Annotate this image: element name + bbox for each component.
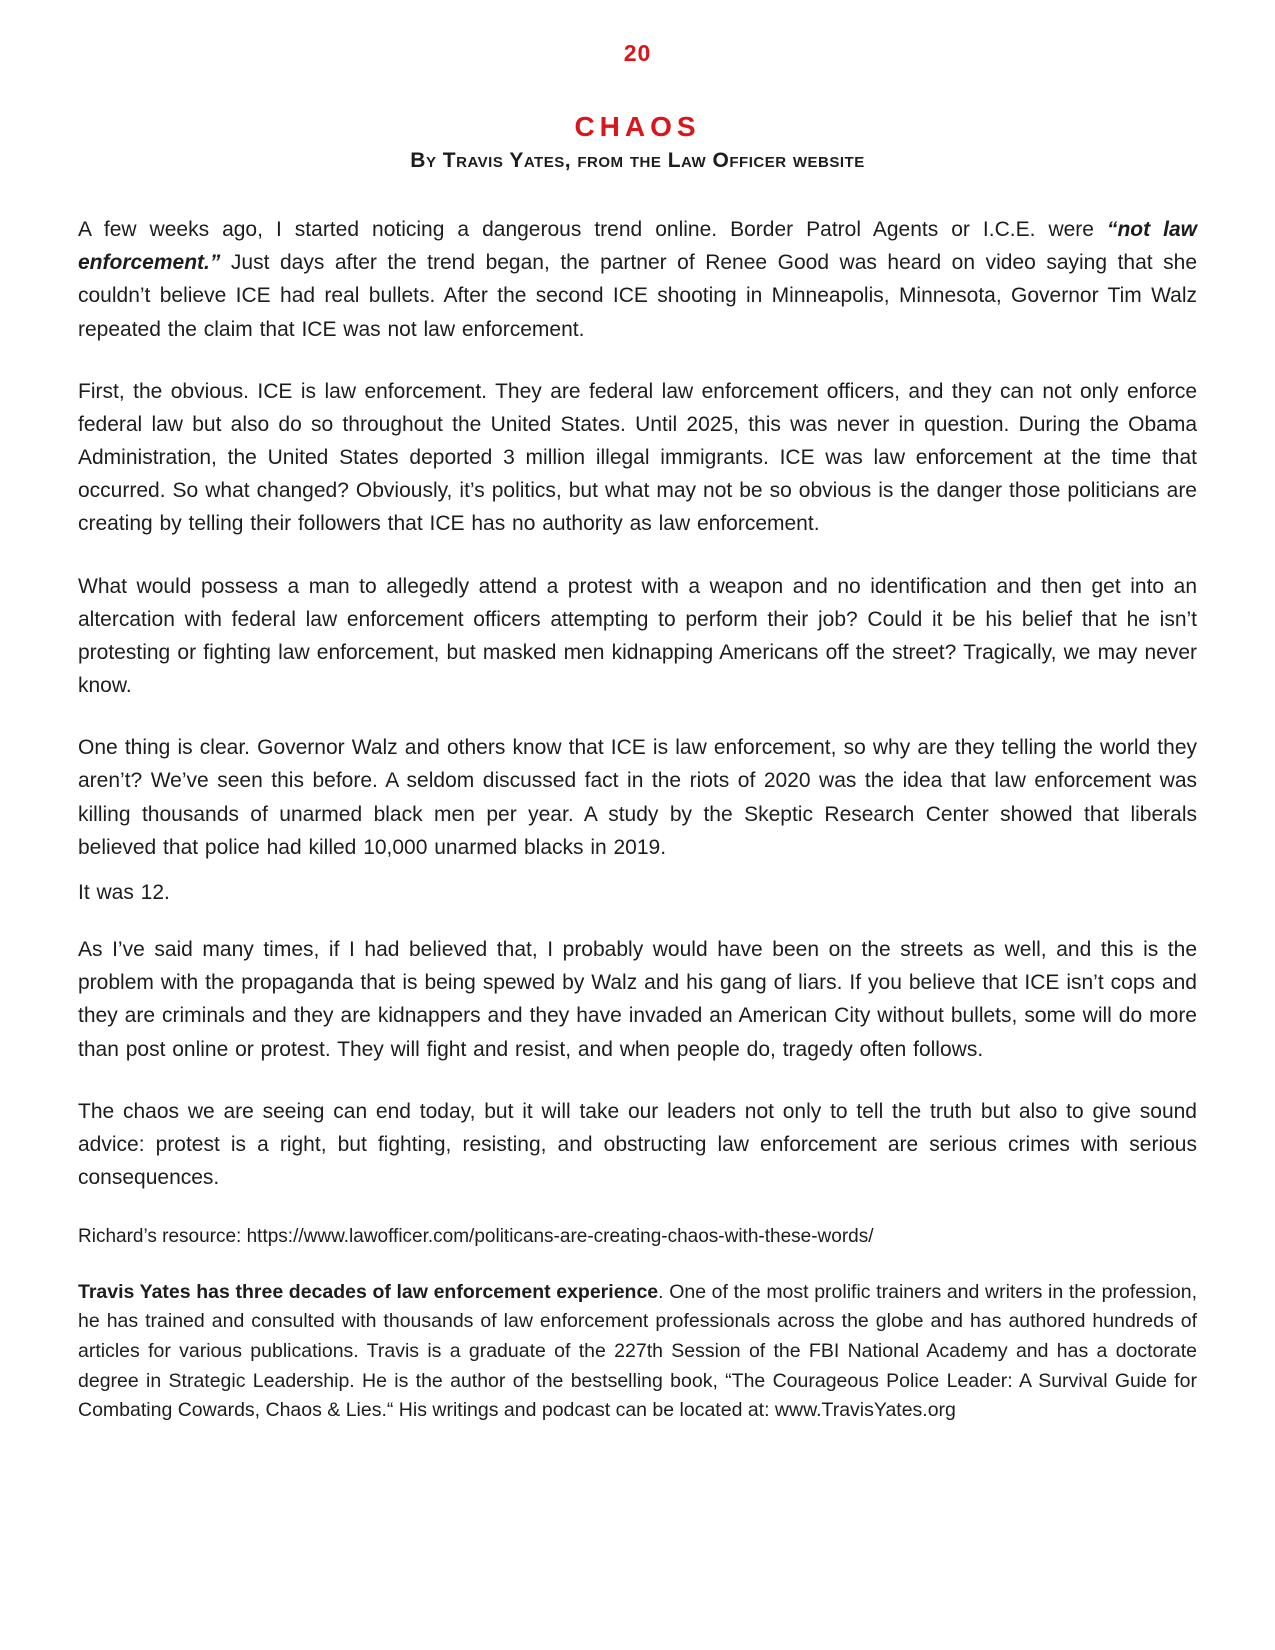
author-bio [78,1278,1197,1426]
article-body [78,213,1197,1194]
paragraph-text: Just days after the trend began, the partner of Renee Good was heard on video saying that she couldn’t believe ICE had real bullets. After the second ICE shooting in Minneapolis, Minnesota, Governor Tim Walz repeated the claim that ICE was not law enforcement. [78,251,1197,341]
paragraph-4: One thing is clear. Governor Walz and others know that ICE is law enforcement, so why are they telling the world they aren’t? We’ve seen this before. A seldom discussed fact in the riots of 2020 was the idea that law enforcement was killing thousands of unarmed black men per year. A study by the Skeptic Research Center showed that liberals believed that police had killed 10,000 unarmed blacks in 2019. [78,736,1197,859]
resource-url: https://www.lawofficer.com/politicans-are-creating-chaos-with-these-words/ [246,1226,874,1248]
resource-line [78,1223,1197,1252]
article-byline: By Travis Yates, from the Law Officer website [410,149,865,172]
paragraph-1 [78,213,1197,346]
paragraph-6: As I’ve said many times, if I had believed that, I probably would have been on the streets as well, and this is the problem with the propaganda that is being spewed by Walz and his gang of liars. If you believe that ICE isn’t cops and they are criminals and they are kidnappers and they have invaded an American City without bullets, some will do more than post online or protest. They will fight and resist, and when people do, tragedy often follows. [78,938,1197,1061]
page-number: 20 [623,40,652,66]
author-bio-rest: . One of the most prolific trainers and writers in the profession, he has trained and consulted with thousands of law enforcement professionals across the globe and has authored hundreds of articles for various publications. Travis is a graduate of the 227th Session of the FBI National Academy and has a doctorate degree in Strategic Leadership. He is the author of the bestselling book, “The Courageous Police Leader: A Survival Guide for Combating Cowards, Chaos & Lies.“ His writings and podcast can be located at: www.TravisYates.org [78,1280,1197,1422]
paragraph-3: What would possess a man to allegedly attend a protest with a weapon and no identification and then get into an altercation with federal law enforcement officers attempting to perform their job? Could it be his belief that he isn’t protesting or fighting law enforcement, but masked men kidnapping Americans off the street? Tragically, we may never know. [78,574,1197,698]
paragraph-text: A few weeks ago, I started noticing a dangerous trend online. Border Patrol Agents or I.C.E. were [78,218,1107,241]
author-bio-lead: Travis Yates has three decades of law enforcement experience [78,1280,659,1303]
resource-label: Richard’s resource: [78,1226,247,1248]
article-title: CHAOS [574,111,701,142]
emphasized-phrase: “not law enforcement.” [78,218,1197,275]
paragraph-2: First, the obvious. ICE is law enforcement. They are federal law enforcement officers, and they can not only enforce federal law but also do so throughout the United States. Until 2025, this was never in question. During the Obama Administration, the United States deported 3 million illegal immigrants. ICE was law enforcement at the time that occurred. So what changed? Obviously, it’s politics, but what may not be so obvious is the danger those politicians are creating by telling their followers that ICE has no authority as law enforcement. [78,379,1197,536]
paragraph-5: It was 12. [78,880,170,904]
paragraph-7: The chaos we are seeing can end today, but it will take our leaders not only to tell the truth but also to give sound advice: protest is a right, but fighting, resisting, and obstructing law enforcement are serious crimes with serious consequences. [78,1099,1197,1190]
